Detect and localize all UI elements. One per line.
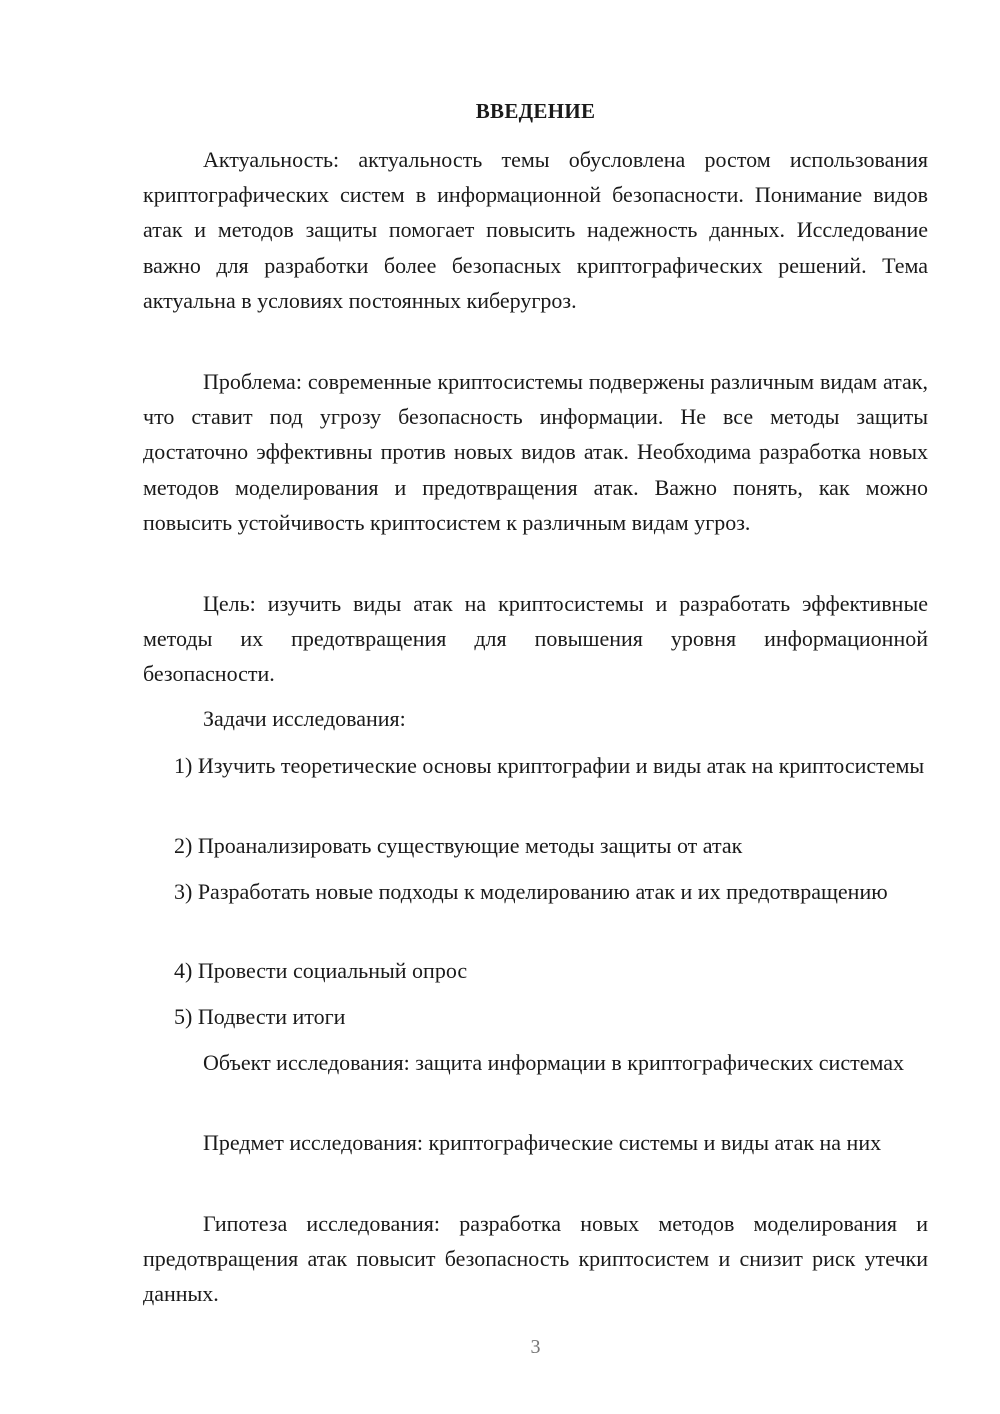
paragraph-problem: Проблема: современные криптосистемы подвержены различным видам атак, что ставит под угрозу безопасность информации. Не все методы защиты достаточно эффективны против новых видов атак. Необходима разработка новых методов моделирования и предотвращения атак. Важно понять, как можно повысить устойчивость криптосистем к различным видам угроз. <box>143 369 928 535</box>
task-item-5: 5) Подвести итоги <box>174 1004 346 1029</box>
page-number: 3 <box>530 1336 541 1358</box>
task-item-1: 1) Изучить теоретические основы криптографии и виды атак на криптосистемы <box>174 753 925 778</box>
paragraph-subject: Предмет исследования: криптографические системы и виды атак на них <box>203 1130 882 1155</box>
task-item-2: 2) Проанализировать существующие методы защиты от атак <box>174 833 743 858</box>
page-title: ВВЕДЕНИЕ <box>475 99 596 123</box>
paragraph-relevance: Актуальность: актуальность темы обусловлена ростом использования криптографических систем в информационной безопасности. Понимание видов атак и методов защиты помогает повысить надежность данных. Исследование важно для разработки более безопасных криптографических решений. Тема актуальна в условиях постоянных киберугроз. <box>143 147 928 313</box>
document-page <box>143 0 928 1414</box>
paragraph-goal: Цель: изучить виды атак на криптосистемы и разработать эффективные методы их предотвращения для повышения уровня информационной безопасности. <box>143 591 928 687</box>
task-item-4: 4) Провести социальный опрос <box>174 958 468 983</box>
paragraph-object: Объект исследования: защита информации в криптографических системах <box>203 1050 905 1075</box>
tasks-heading: Задачи исследования: <box>203 706 406 731</box>
task-item-3: 3) Разработать новые подходы к моделированию атак и их предотвращению <box>174 879 888 904</box>
paragraph-hypothesis: Гипотеза исследования: разработка новых методов моделирования и предотвращения атак повысит безопасность криптосистем и снизит риск утечки данных. <box>143 1211 928 1307</box>
